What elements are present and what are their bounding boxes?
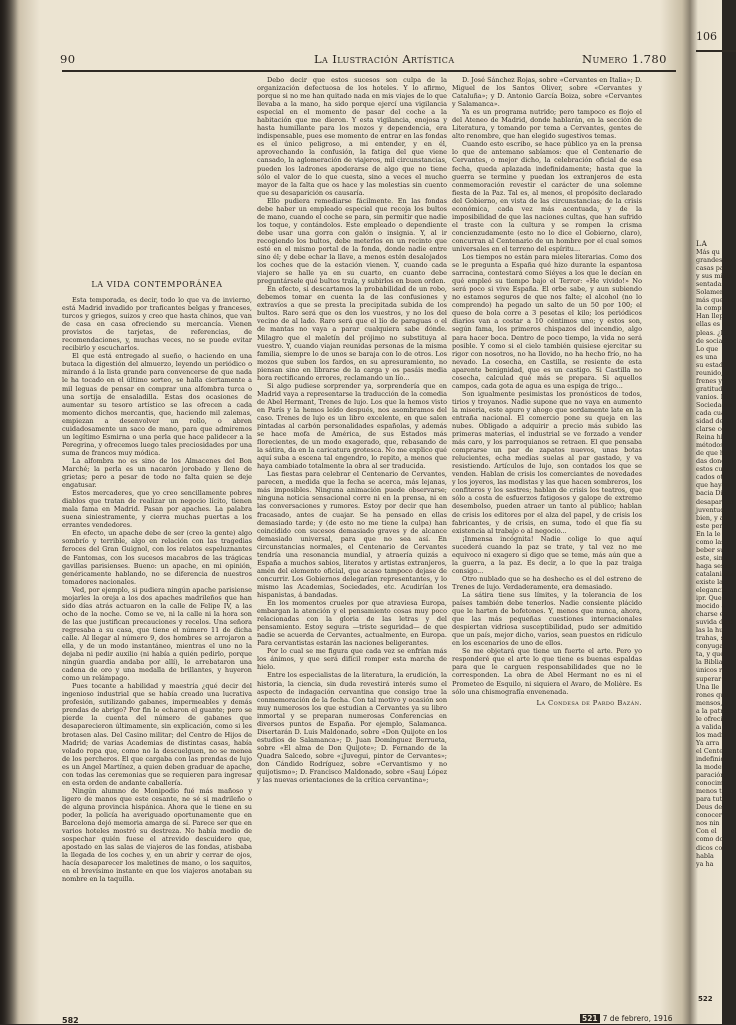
right-page-line: Deus de bbox=[696, 803, 723, 812]
right-page-line: Más qu bbox=[696, 248, 720, 257]
paragraph: Debo decir que estos sucesos son culpa de la organización defectuosa de los hoteles. Y lo afirmo, porque si no me han quitado nada en mis viajes de lo que llevaba a la mano, ha sido porque ejercí una vigilancia especial en el momento de pasar del coche a la habitación que me dieron. Y esta vigilancia, enojosa y hasta humillante para los mozos y dependencia, era indispensable, pues ese momento de entrar en las fondas es el único peligroso, a mi entender, y en él, aprovechando la confusión, la fatiga del que viene cansado, la aglomeración de viajeros, mil circunstancias, pueden los ladrones apoderarse de algo que no tiene sólo el valor de lo que cuesta, sino a veces el mucho mayor de la falta que os hace y las molestias sin cuento que su desaparición os causaría. bbox=[257, 76, 447, 197]
right-page-line: a valida d bbox=[696, 722, 728, 731]
paragraph: Por lo cual se me figura que cada vez se enfrían más los ánimos, y que será difícil romper esta marcha de hielo. bbox=[257, 647, 447, 672]
right-page-line: como las l bbox=[696, 537, 729, 546]
paragraph: Ello pudiera remediarse fácilmente. En las fondas debe haber un empleado especial que recoja los bultos de mano, cuando el coche se para, sin permitir que nadie los toque, y contándolos. Este empleado o dependiente debe usar una gorra con galón o insignia. Y, al ir recogiendo los bultos, debe meterlos en un recinto que esté en el mismo portal de la fonda, donde nadie entre sino él; y debe echar la llave, a menos estén desalojados los coches que de la estación vienen. Y, cuando cada viajero se halle ya en su cuarto, en cuanto debe preguntársele qué bultos traía, y subirlos en buen orden. bbox=[257, 196, 447, 286]
right-page-line: únicos rea bbox=[696, 666, 730, 675]
paragraph: Ningún alumno de Monipodio fué más mañoso y ligero de manos que este cesante, ne sé si madrileño o de alguna provincia hispánica. Ahora que le tiene en su poder, la policía ha averiguado oportunamente que en Barcelona dejó memoria amarga de sí. Parece ser que en varios hoteles mostró su destreza. No había medio de sospechar quién fuese el atrevido descuidero que, apostado en las salas de viajeros de las fondas, atisbaba la llegada de los coches y, en un abrir y cerrar de ojos, hacía desaparecer los maletines de mano, o los saquitos, en el brevísimo instante en que los viajeros anotaban su nombre en la taquilla. bbox=[62, 786, 252, 884]
right-page-line: reunido, u bbox=[696, 368, 730, 377]
right-page-line: Han llep bbox=[696, 312, 724, 321]
right-page-line: y sus minis bbox=[696, 272, 732, 281]
right-page-line: frenes y e bbox=[696, 376, 728, 385]
right-page-line: paración, bbox=[696, 771, 727, 780]
column-2 bbox=[257, 76, 447, 784]
right-page-line: Con el bbox=[696, 827, 717, 836]
right-page-line: Ya arra bbox=[696, 738, 720, 747]
right-page-line: de social? bbox=[696, 336, 728, 345]
right-page-line: clarse con bbox=[696, 425, 730, 434]
column-3 bbox=[452, 76, 642, 707]
right-page-line: ta, y que bbox=[696, 650, 725, 659]
column-1 bbox=[62, 296, 252, 883]
right-page-line: habla bbox=[696, 851, 714, 860]
right-page-line: las la hu bbox=[696, 626, 724, 635]
right-page-line: más que de bbox=[696, 296, 734, 305]
right-footer-box: 522 bbox=[698, 995, 713, 1003]
right-page-line: indefinido bbox=[696, 755, 729, 763]
paragraph: Cuando esto escribo, se hace público ya en la prensa lo que de antemano sabíamos: que el Centenario de Cervantes, o mejor dicho, la celebración oficial de esa fecha, queda aplazada indefinidamente; hasta que la guerra se termine y puedan los extranjeros de esta conmemoración revestir el carácter de una solemne fiesta de la Paz. Tal es, al menos, el propósito declarado del Gobierno, en vista de las circunstancias; de la crisis económica, cada vez más acentuada, y de la imposibilidad de que las naciones cultas, que han sufrido el traste con la cultura y se rompen la crisma concienzudamente (esto no lo dice el Gobierno, claro), concurran al Centenario de un hombre por el cual somos universales en el terreno del espíritu... bbox=[452, 140, 642, 253]
right-page-line: es una bbox=[696, 352, 718, 361]
right-page-line: Una lle bbox=[696, 682, 720, 691]
right-page-line: como do bbox=[696, 835, 724, 844]
footer-date: 7 de febrero, 1916 bbox=[602, 1014, 673, 1023]
right-page-line: este perio bbox=[696, 521, 729, 530]
author-signature: La Condesa de Pardo Bazán. bbox=[536, 698, 642, 707]
right-page-text bbox=[696, 239, 735, 868]
right-page-line: la moderna bbox=[696, 763, 733, 772]
right-page-line: trahas, su bbox=[696, 634, 729, 643]
right-page-line: mocido a bbox=[696, 602, 726, 611]
right-page-line: dicos co bbox=[696, 843, 723, 852]
paragraph: Otro nublado que se ha deshecho es el del estreno de Trenes de lujo. Verdaderamente, era demasiado. bbox=[452, 574, 642, 591]
right-page-line: bien, y ale bbox=[696, 513, 730, 522]
right-page-line: ipr. Que s bbox=[696, 594, 727, 603]
right-page-line: rones que bbox=[696, 690, 729, 699]
paragraph: Estos mercaderes, que yo creo sencillamente pobres diablos que tratan de realizar un negocio lícito, tienen mala fama en Madrid. Pasan por apaches. La palabra suena siniestramente, y cierra muchas puertas a los errantes vendedores. bbox=[62, 489, 252, 530]
paragraph: Las fiestas para celebrar el Centenario de Cervantes, parecen, a medida que la fecha se acerca, más lejanas, más imposibles. Ninguna animación puede observarse; ninguna noticia sensacional corre ni en la prensa, ni en las conversaciones y rumores. Estoy por decir que han fracasado, antes de cuajar. Se ha pensado en ellas demasiado tarde; y (de esto no me tiene la culpa) han coincidido con sucesos demasiado graves y de alcance demasiado universal, para que no sea así. En circunstancias normales, el Centenario de Cervantes tendría una resonancia mundial, y atraería quizás a España a muchos sabios, literatos y artistas extranjeros, amén del elemento oficial, que acaso tampoco dejase de concurrir. Los Gobiernos delegarían representantes, y lo mismo las Academias, Sociedades, etc. Acudirían los hispanistas, á bandadas. bbox=[257, 470, 447, 599]
paragraph: ¡Inmensa incógnita! Nadie colige lo que aquí sucederá cuando la paz se trate, y tal vez no me equivoco ni exagero si digo que se teme, más aún que a la guerra, a la paz. Es decir, a lo que la paz traiga consigo... bbox=[452, 534, 642, 575]
paragraph: D. José Sánchez Rojas, sobre «Cervantes en Italia»; D. Miguel de los Santos Oliver, sobre «Cervantes y Cataluña»; y D. Antonio García Boiza, sobre «Cervantes y Salamanca». bbox=[452, 76, 642, 109]
right-page-line: casas parti bbox=[696, 264, 732, 273]
paragraph: Se me objetará que tiene un fuerte el arte. Pero yo responderé que el arte lo que tiene es buenas espaldas para que le carguen responsabilidades que no le corresponden. La obra de Abel Hermant no es ni el Prometeo de Esquilo, ni siquiera el Avaro, de Molière. Es sólo una chismografía envenenada. bbox=[452, 647, 642, 696]
paragraph: Son igualmente pesimistas los pronósticos de todos, tirios y troyanos. Nadie supone que no vaya en aumento la miseria, este apuro y ahogo que sordamente late en la entraña nacional. El comercio pone su queja en las nubes. Obligado a adquirir a precio más subido las primeras materias, el industrial se ve forzado a vender más caro, y los parroquianos se retraen. El que pensaba comprarse un par de zapatos nuevos, unas botas relucientes, echa medias suelas al par gastado, y va resistiendo. Artículos de lujo, son contados los que se venden. Hablan de crisis los comerciantes de novedades y los joyeros, las modistas y las que hacen sombreros, los confiteros y los sastres; hablan de crisis los teatros, que sólo a costa de esfuerzos fatigosos y galope de extremo desembolso, pueden atraer un tanto al público; hablan de crisis los editores por el alza del papel, y de crisis los fabricantes, y de crisis, en suma, todo el que fía su existencia al trabajo o al negocio... bbox=[452, 389, 642, 535]
right-page-line: sentadas. bbox=[696, 280, 727, 289]
paragraph: Entre los especialistas de la literatura, la erudición, la historia, la ciencia, sin duda revestirá interés sumo el aspecto de indagación cervantina que consigo trae la conmemoración de la fecha. Con tal motivo y ocasión son muy numerosos los que estudian a Cervantes ya su libro inmortal y se preparan numerosas Conferencias en diversos puntos de España. Por ejemplo, Salamanca. Disertarán D. Luis Maldonado, sobre «Don Quijote en los estudios de Salamanca»; D. Juan Domínguez Berrueta, sobre «El alma de Don Quijote»; D. Fernando de la Quadra Salcedo, sobre «¡Juvegui, pintor de Cervantes»; don Cándido Rodríguez, sobre «Cervantismo y no quijotismo»; D. Francisco Maldonado, sobre «Sauj López y las nuevas orientaciones de la crítica cervantina»; bbox=[257, 671, 447, 785]
right-page-line: En la le bbox=[696, 529, 721, 538]
right-page-line: métodos bbox=[696, 441, 724, 450]
right-page-line: ellas es qu bbox=[696, 320, 731, 329]
right-page-line: Solamen bbox=[696, 288, 725, 297]
right-page-line: Reina hi bbox=[696, 433, 723, 442]
right-page-line: bacia Dio bbox=[696, 489, 727, 498]
right-page-line: desaparece bbox=[696, 497, 734, 506]
issue-number: Numero 1.780 bbox=[582, 52, 667, 66]
paragraph: Pues tocante a habilidad y maestría ¿qué decir del ingenioso industrial que se había creado una lucrativa profesión, sutilizando gabanes, impermeables y demás prendas de abrigo? Por fin le echaron el guante; pero se pierde la cuenta del número de gabanes que desaparecieron últimamente, sin explicación, como si les brotasen alas. Del Casino militar; del Centro de Hijos de Madrid; de varias Academias de distintas casas, había volado ropa que, como no la descuelguen, no se menea de los percheros. El que cargaba con las prendas de lujo es un Angel Martínez, a quien deben graduar de apache, con todas las ceremonias que se requieren para ingresar en esta orden de andante caballería. bbox=[62, 682, 252, 787]
right-page-line: Lo que bbox=[696, 344, 719, 353]
right-page-line: su estado bbox=[696, 360, 727, 369]
right-page-line: vanios. Hé bbox=[696, 392, 731, 401]
running-head bbox=[22, 52, 686, 72]
section-title: LA VIDA CONTEMPORÁNEA bbox=[91, 280, 223, 289]
right-page-line: conocer bbox=[696, 811, 722, 820]
right-page-line: mensos, y bbox=[696, 698, 729, 707]
right-page-line: grandes ho bbox=[696, 256, 733, 265]
right-page-line: existe la s bbox=[696, 577, 729, 586]
right-page-line: el Centen bbox=[696, 746, 728, 755]
page-left bbox=[22, 24, 686, 1025]
right-page-line: conocimi bbox=[696, 779, 726, 788]
right-page-line: juventud, bbox=[696, 505, 727, 514]
right-page-line: Sociedades bbox=[696, 400, 733, 409]
right-page-line: cada cual bbox=[696, 408, 727, 417]
right-page-line: estos cuar bbox=[696, 465, 730, 474]
right-page-line: superar a bbox=[696, 674, 728, 683]
paragraph: En los momentos crueles por que atraviesa Europa, embargan la atención y el pensamiento cosas muy poco relacionadas con la gloria de las letras y del pensamiento. Estoy segura —triste seguridad— de que nadie se acuerda de Cervantes, actualmente, en Europa. Para cervantistas estarán las naciones beligerantes. bbox=[257, 599, 447, 648]
header-rule bbox=[62, 70, 676, 72]
right-page-line: ya ha bbox=[696, 859, 714, 868]
right-header-rule bbox=[696, 50, 736, 52]
right-page-line: conyugal, bbox=[696, 642, 728, 651]
right-page-line: gratitud, e bbox=[696, 384, 731, 393]
right-page-line: suvida de d bbox=[696, 618, 733, 627]
right-page-line: menos t bbox=[696, 787, 722, 796]
footer-box-number: 521 bbox=[582, 1014, 598, 1023]
right-page-line: la compr bbox=[696, 304, 725, 313]
right-page-line: haga sesan bbox=[696, 561, 733, 570]
paragraph: Si algo pudiese sorprender ya, sorprendería que en Madrid vaya a representarse la traducción de la comedia de Abel Hermant, Trenes de lujo. Los que la hemos visto en París y la hemos leído después, nos asombramos del caso. Trenes de lujo es un libro excelente, en que salen pintadas al carbón personalidades españolas, y además se hace mofa de América, de sus Estados más florecientes, de un modo exagerado, que, rebasando de la sátira, da en la caricatura grotesca. No me explico qué aquí suba a escena tal engendro, lo repito, a menos que haya cambiado totalmente la obra al ser traducida. bbox=[257, 381, 447, 471]
paragraph: Ya es un programa nutrido; pero tampoco es flojo el del Ateneo de Madrid, donde hablarán, en la sección de Literatura, y tomando por tema a Cervantes, gentes de alto renombre, que han elegido sugestivos temas. bbox=[452, 108, 642, 141]
right-page-line: a la patria bbox=[696, 706, 730, 715]
binding-shadow bbox=[0, 0, 18, 1024]
right-page-line: este, sin a bbox=[696, 553, 729, 562]
paragraph: Esta temporada, es decir, todo lo que va de invierno, está Madrid invadido por traficantes belgas y franceses, turcos y griegos, suizos y creo que hasta chinos, que van de casa en casa ofreciendo su mercancía. Vienen provistos de tarjetas, de referencias, de recomendaciones, y, muchas veces, no se puede evitar recibirlo y escucharlos. bbox=[62, 296, 252, 353]
right-page-line: nos nin bbox=[696, 819, 720, 828]
paragraph: La sátira tiene sus límites, y la tolerancia de los países también debe tenerlos. Nadie consiente plácido que le harten de bofetones. Y, menos que nunca, ahora, que las más pequeñas cuestiones internacionales despiertan vidriosa susceptibilidad, pudo ser admitido que un país, mejor dicho, varios, sean puestos en ridículo en los escenarios de uno de ellos. bbox=[452, 591, 642, 648]
paragraph: Ved, por ejemplo, si pudiera ningún apache parisiense mojarles la oreja a los dos apaches madrileños que han sido días atrás actuaron en la calle de Felipe IV, a las ocho de la noche. Como se ve, ni la calle ni la hora son de las que justifican precauciones y recelos. Una señora regresaba a su casa, que tiene el número 11 de dicha calle. Al llegar al número 9, dos hombres se arrojaron a ella, y de un modo instantáneo, mientras el uno no la dejaba ni pedir auxilio (ni había a quién pedirlo, porque ningún guardia andaba por allí), le arrebataron una cadena de oro y una medalla de brillantes, y huyeron como un relámpago. bbox=[62, 585, 252, 683]
right-page-line: de que hay bbox=[696, 449, 732, 458]
paragraph: En efecto, si descartamos la probabilidad de un robo, debemos tomar en cuenta la de las confusiones y extravíos a que se presta la precipitada subida de los bultos. Raro será que os den los vuestros, y no los del vecino de al lado. Raro será que el lío de paraguas o el de mantas no vaya a parar cualquiera sabe dónde. Milagro que el maletín del prójimo no substituya al vuestro. Y, cuando viajan reunidas personas de la misma familia, siempre lo de unos se baraja con lo de otros. Los mozos que suben los fardos, en su apresuramiento, no piensan sino en librarse de la carga y os pasáis media hora rectificando errores, reclamando un lío... bbox=[257, 285, 447, 382]
paragraph: La alfombra no es sino de los Almacenes del Bon Marché; la perla es un nacarón jorobado y lleno de grietas; pero a pesar de todo no falta quien se deje engatusar. bbox=[62, 456, 252, 490]
footer-date-block bbox=[580, 1014, 672, 1023]
right-page-line: charse en bbox=[696, 610, 728, 619]
right-page-heading: LA bbox=[696, 239, 708, 248]
right-page-line: le ofreció bbox=[696, 714, 727, 723]
paragraph: Los tiempos no están para mieles literarias. Como dos se le pregunta a España qué hizo durante la espantosa sarracina, contestará como Siéyes a los que le decían en qué empleó su tiempo bajo el Terror: «He vivido!» No será poco si vive España. El orbe sabe, y aun subiendo no estamos seguros de que nos falte; el alcohol (no lo comprendo) ha pegado un salto de un 50 por 100; el queso de bola corre a 3 pesetas el kilo; los periódicos diarios van a costar a 10 céntimos uno; y estos son, según fama, los primeros chispazos del incendio, algo para hacer boca. Dentro de poco tiempo, la vida no será posible. Y como si el cielo también quisiese ejercitar su rigor con nosotros, no ha llovido, no ha hecho frío, no ha nevado. La cosecha, en Castilla, se resiente de esta aparente benignidad, que es un castigo. Si Castilla no cosecha, calculad qué más se prepara. Si aquellos campos, cada gota de agua es una espiga de trigo... bbox=[452, 253, 642, 390]
page-number: 90 bbox=[60, 52, 76, 66]
right-page-line: catalanismo bbox=[696, 569, 735, 578]
right-page-line: elegancia bbox=[696, 586, 728, 595]
paragraph: En efecto, un apache debe de ser (creo la gente) algo sombrío y terrible, algo en relación con las tragedias feroces del Gran Guignol, con los relatos espeluznantes de Fantomas, con los sucesos macabros de las trágicas gavillas parisienses. Bueno: un apache, en mi opinión, genéricamente hablando, no se diferencia de nuestros tomadores nacionales. bbox=[62, 529, 252, 586]
right-page-line: sidad de v bbox=[696, 417, 729, 426]
paragraph: El que está entregado al sueño, o haciendo en una butaca la digestión del almuerzo, leyendo un periódico o mirando á la lista grande para convencerse de que nada le ha tocado en el último sorteo, se halla ciertamente a mil leguas de pensar en comprar una alfombra turca o una sortija de ensaladilla. Estas dos ocasiones de aumentar su tesoro artístico se las ofrecen a cada momento dichos mercantis, que, haciendo mil zalemas, empiezan a desenvolver un rollo, o abren cuidadosamente un saco de mano, para que admiremos un legítimo Esmirna o una perla que hace palidecer a la Peregrina, y ofrecemos luego tales preciosidades por una suma de francos muy módica. bbox=[62, 352, 252, 457]
right-page-line: pleas. ¿Es bbox=[696, 328, 729, 337]
right-page-line: das donde bbox=[696, 457, 730, 466]
page-right-edge bbox=[696, 30, 736, 1020]
right-page-line: cados otr bbox=[696, 473, 727, 482]
magazine-title: La Ilustración Artística bbox=[314, 52, 455, 66]
right-page-line: la Biblia, bbox=[696, 658, 725, 667]
right-page-line: que hayan bbox=[696, 481, 730, 490]
right-page-line: los madri bbox=[696, 730, 727, 739]
footer-page-number: 582 bbox=[62, 1016, 79, 1025]
right-page-number: 106 bbox=[696, 30, 717, 43]
right-page-line: para tuto bbox=[696, 795, 726, 804]
right-page-line: beber su s bbox=[696, 545, 730, 554]
